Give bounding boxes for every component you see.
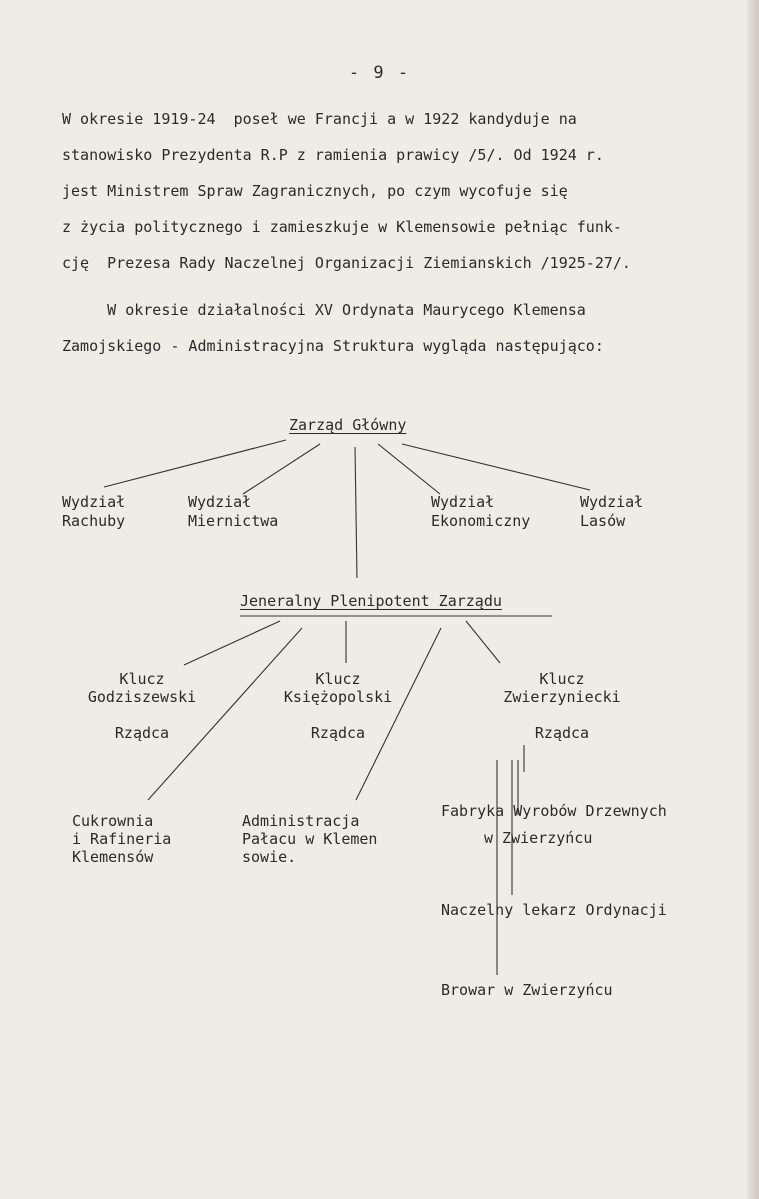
department-label: Ekonomiczny	[431, 512, 531, 530]
text-line: cję Prezesa Rady Naczelnej Organizacji Ziemianskich /1925-27/.	[62, 254, 631, 272]
org-node-zarzad-glowny: Zarząd Główny	[289, 416, 407, 434]
text-line: z życia politycznego i zamieszkuje w Klemensowie pełniąc funk-	[62, 218, 622, 236]
unit-label: Fabryka Wyrobów Drzewnych	[441, 802, 667, 820]
department-label: Rachuby	[62, 512, 126, 530]
connector-line	[355, 447, 357, 578]
key-label: Zwierzyniecki	[503, 688, 621, 706]
department-label: Wydział	[431, 493, 495, 511]
manager-label: Rządca	[114, 724, 170, 742]
connector-line	[148, 628, 302, 800]
connector-line	[356, 628, 441, 800]
text-line: jest Ministrem Spraw Zagranicznych, po czym wycofuje się	[62, 182, 568, 200]
department-label: Wydział	[580, 493, 644, 511]
key-label: Klucz	[539, 670, 585, 688]
unit-label: w Zwierzyńcu	[484, 829, 593, 847]
manager-label: Rządca	[534, 724, 590, 742]
text-line: W okresie 1919-24 poseł we Francji a w 1922 kandyduje na	[62, 110, 577, 128]
unit-label: Cukrownia	[72, 812, 154, 830]
unit-label: i Rafineria	[72, 830, 172, 848]
text-line: Zamojskiego - Administracyjna Struktura wygląda następująco:	[62, 337, 604, 355]
connector-line	[402, 444, 590, 490]
connector-line	[104, 440, 286, 487]
unit-label: Naczelny lekarz Ordynacji	[441, 901, 667, 919]
unit-label: Administracja	[242, 812, 360, 830]
key-label: Klucz	[315, 670, 361, 688]
manager-label: Rządca	[310, 724, 366, 742]
department-label: Wydział	[188, 493, 252, 511]
department-label: Miernictwa	[188, 512, 279, 530]
text-line: stanowisko Prezydenta R.P z ramienia prawicy /5/. Od 1924 r.	[62, 146, 604, 164]
page-number: - 9 -	[348, 63, 411, 83]
unit-label: Klemensów	[72, 848, 154, 866]
key-label: Księżopolski	[283, 688, 393, 706]
department-label: Lasów	[580, 512, 626, 530]
connector-line	[184, 621, 280, 665]
key-label: Klucz	[119, 670, 165, 688]
text-line: W okresie działalności XV Ordynata Maurycego Klemensa	[62, 301, 586, 319]
unit-label: sowie.	[242, 848, 297, 866]
connector-line	[466, 621, 500, 663]
unit-label: Browar w Zwierzyńcu	[441, 981, 613, 999]
org-node-plenipotent: Jeneralny Plenipotent Zarządu	[240, 592, 502, 610]
connector-line	[243, 444, 320, 494]
key-label: Godziszewski	[87, 688, 197, 706]
unit-label: Pałacu w Klemen	[242, 830, 378, 848]
department-label: Wydział	[62, 493, 126, 511]
